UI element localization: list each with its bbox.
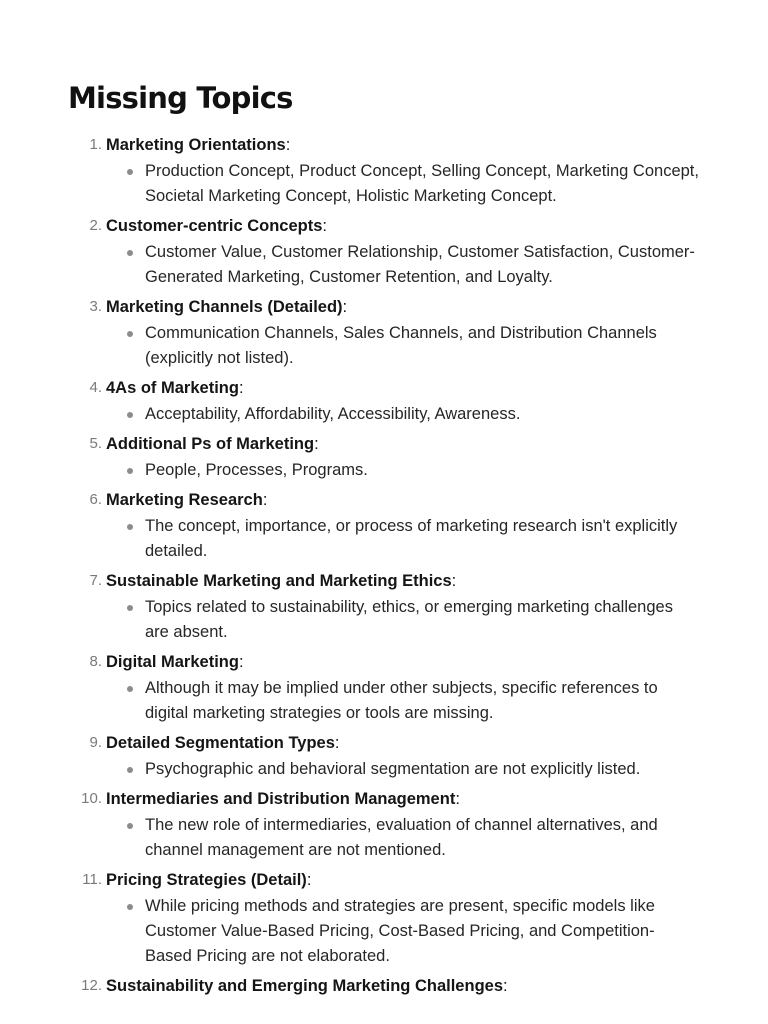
topic-detail-item [106,240,700,290]
topic-detail-item [106,159,700,209]
bullet-icon [127,412,133,418]
topic-number: 8. [89,653,102,670]
topic-heading-line [106,431,768,456]
topic-item [68,867,768,969]
topic-item [68,973,768,998]
topic-detail-item [106,757,700,782]
bullet-icon [127,767,133,773]
topic-heading-line [106,867,768,892]
topic-heading-colon: : [503,977,508,995]
bullet-icon [127,524,133,530]
topic-number: 1. [89,136,102,153]
bullet-icon [127,250,133,256]
topic-number: 11. [82,871,102,888]
topic-detail-item [106,894,700,969]
topic-item [68,568,768,645]
topic-detail-text: Topics related to sustainability, ethics, or emerging marketing challenges are absent. [145,598,673,641]
topic-heading: Additional Ps of Marketing [106,435,315,453]
topic-heading-line [106,568,768,593]
topic-details-list [106,321,768,371]
topic-detail-text: Customer Value, Customer Relationship, Customer Satisfaction, Customer-Generated Marketing, Customer Retention, and Loyalty. [145,243,695,286]
topic-heading-colon: : [238,653,244,671]
topic-detail-text: Acceptability, Affordability, Accessibility, Awareness. [145,405,521,423]
topic-details-list [106,402,768,427]
topic-item [68,375,768,427]
topic-item [68,294,768,371]
topic-heading: Intermediaries and Distribution Management [106,790,456,808]
topic-detail-item [106,458,700,483]
topic-detail-text: Communication Channels, Sales Channels, and Distribution Channels (explicitly not listed). [145,324,657,367]
topic-details-list [106,757,768,782]
topic-heading: Marketing Orientations [106,136,286,154]
topic-heading-line [106,375,768,400]
topic-item [68,487,768,564]
topic-heading: Digital Marketing [106,653,239,671]
topic-detail-item [106,321,700,371]
topic-heading-line [106,487,768,512]
page-title: Missing Topics [68,81,293,115]
topic-heading: Marketing Channels (Detailed) [106,298,343,316]
topic-number: 5. [89,435,102,452]
topic-item [68,132,768,209]
topic-heading: Pricing Strategies (Detail) [106,871,307,889]
topic-heading: Sustainability and Emerging Marketing Challenges [106,977,503,995]
topic-heading: Customer-centric Concepts [106,217,323,235]
topic-heading-colon: : [455,790,460,808]
topic-item [68,649,768,726]
topic-detail-text: Production Concept, Product Concept, Selling Concept, Marketing Concept, Societal Marketing Concept, Holistic Marketing Concept. [145,162,699,205]
topic-details-list [106,458,768,483]
topic-number: 7. [89,572,102,589]
topic-number: 9. [89,734,102,751]
topic-number: 12. [81,977,102,994]
topic-heading-colon: : [285,136,291,154]
topic-heading-line [106,973,768,998]
topic-number: 4. [89,379,102,396]
topic-details-list [106,514,768,564]
topic-details-list [106,676,768,726]
topic-heading-colon: : [342,298,348,316]
topic-detail-text: The concept, importance, or process of marketing research isn't explicitly detailed. [145,517,678,560]
topic-heading-colon: : [451,572,457,590]
topic-number: 10. [81,790,102,807]
topic-detail-item [106,514,700,564]
topic-heading-colon: : [334,734,340,752]
topic-heading-colon: : [314,435,319,453]
topic-heading: Sustainable Marketing and Marketing Ethics [106,572,452,590]
topic-number: 2. [89,217,102,234]
topic-detail-text: People, Processes, Programs. [145,461,368,479]
topic-details-list [106,240,768,290]
bullet-icon [127,468,133,474]
topic-heading-line [106,132,768,157]
topic-detail-item [106,402,700,427]
topic-details-list [106,595,768,645]
bullet-icon [127,605,133,611]
topic-details-list [106,813,768,863]
topic-heading-line [106,786,768,811]
topic-heading-line [106,730,768,755]
topic-details-list [106,159,768,209]
topic-heading: 4As of Marketing [106,379,239,397]
topic-detail-item [106,676,700,726]
topic-details-list [106,894,768,969]
topic-item [68,213,768,290]
topic-number: 6. [89,491,102,508]
topic-item [68,730,768,782]
topic-detail-item [106,595,700,645]
topic-heading: Detailed Segmentation Types [106,734,335,752]
topic-heading-line [106,294,768,319]
topic-heading-colon: : [238,379,244,397]
topic-number: 3. [89,298,102,315]
topics-list [68,132,768,998]
topic-detail-text: Psychographic and behavioral segmentation are not explicitly listed. [145,760,641,778]
topic-heading-colon: : [306,871,312,889]
topic-heading-colon: : [322,217,327,235]
bullet-icon [127,331,133,337]
topic-heading: Marketing Research [106,491,263,509]
topic-detail-text: The new role of intermediaries, evaluation of channel alternatives, and channel management are not mentioned. [145,816,658,859]
topic-item [68,786,768,863]
bullet-icon [127,823,133,829]
topic-detail-item [106,813,700,863]
topic-detail-text: While pricing methods and strategies are present, specific models like Customer Value-Based Pricing, Cost-Based Pricing, and Competition-Based Pricing are not elaborated. [145,897,655,965]
topic-detail-text: Although it may be implied under other subjects, specific references to digital marketing strategies or tools are missing. [145,679,658,722]
topic-item [68,431,768,483]
topic-heading-line [106,213,768,238]
topic-heading-line [106,649,768,674]
bullet-icon [127,686,133,692]
bullet-icon [127,169,133,175]
bullet-icon [127,904,133,910]
topic-heading-colon: : [262,491,268,509]
